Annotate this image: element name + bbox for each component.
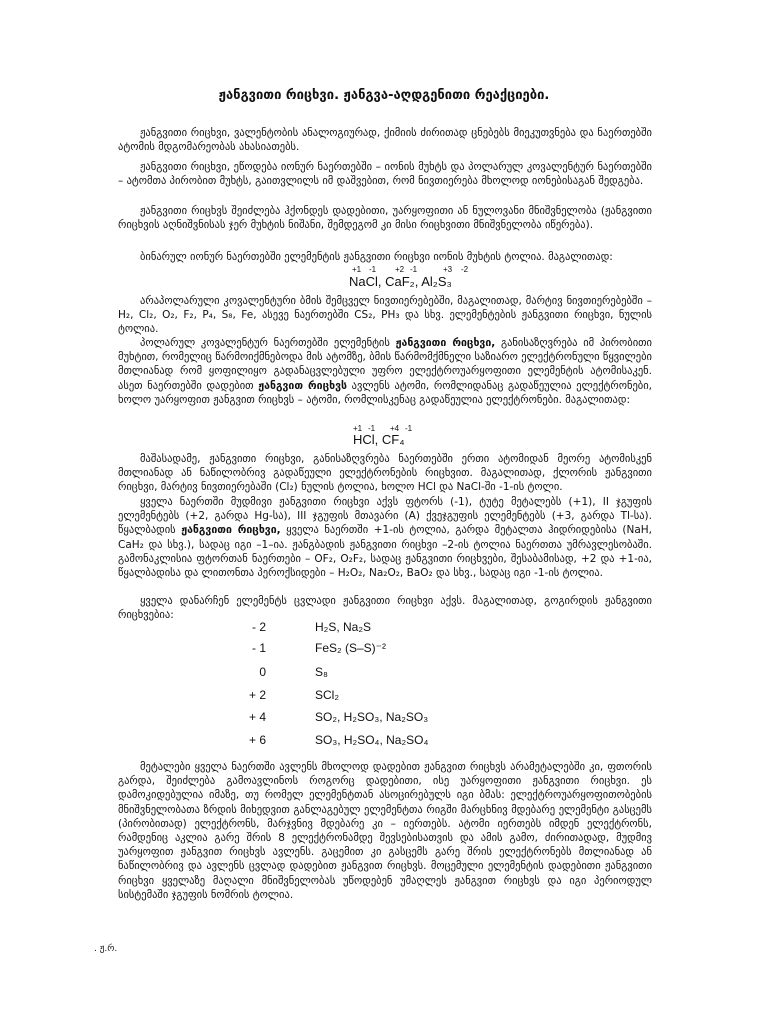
oxidation-number: +3 bbox=[443, 265, 453, 274]
oxidation-number: +2 bbox=[395, 265, 405, 274]
table-row: 0 S₈ bbox=[259, 665, 328, 679]
oxidation-number: -1 bbox=[369, 265, 377, 274]
formula-line: HCl, CF₄ bbox=[353, 432, 405, 447]
paragraph-sign: ჟანგვითი რიცხვს შეიძლება ჰქონდეს დადებითი, უარყოფითი ან ნულოვანი მნიშვნელობა (ჟანგვითი რიცხვის აღნიშვნისას ჯერ მუხტის ნიშანი, შემდეგომ კი მისი რიცხვითი მნიშვნელობა იწერება). bbox=[118, 205, 652, 232]
footnote: . ჟ.რ. bbox=[94, 944, 118, 954]
formula-line: NaCl, CaF₂, Al₂S₃ bbox=[349, 274, 452, 289]
oxidation-number: -1 bbox=[410, 265, 418, 274]
oxidation-number: +1 bbox=[353, 424, 363, 433]
table-row: - 1 FeS₂ (S–S)⁻² bbox=[251, 641, 387, 655]
paragraph-constant-states: ყველა ნაერთში მუდმივი ჟანგვითი რიცხვი აქვს ფტორს (-1), ტუტე მეტალებს (+1), II ჯგუფის ელემენტებს (+2, გარდა Hg-სა), III ჯგუფის მთავარი (A) ქვეჯგუფის ელემენტებს (+3, გარდა Tl-სა). წყალბადის ჟანგვითი რიცხვი, ყველა ნაერთში +1-ის ტოლია, გარდა მეტალთა ჰიდრიდებისა (NaH, CaH₂ და სხვ.), სადაც იგი –1–ია. ჟანგბადის ჟანგვითი რიცხვი –2-ის ტოლია ნაერთთა უმრავლესობაში. გამონაკლისია ფტორთან ნაერთები – OF₂, O₂F₂, სადაც ჟანგვითი რიცხვები, შესაბამისად, +2 და +1-ია, წყალბადისა და ლითონთა პეროქსიდები – H₂O₂, Na₂O₂, BaO₂ და სხვ., სადაც იგი -1-ის ტოლია. bbox=[118, 496, 652, 580]
oxidation-number: +1 bbox=[352, 265, 362, 274]
oxidation-number: -2 bbox=[461, 265, 469, 274]
paragraph-definition-intro: ჟანგვითი რიცხვი, ვალენტობის ანალოგიურად, ქიმიის ძირითად ცნებებს მიეკუთვნება და ნაერთებში ატომის მდგომარეობას ახასიათებს. bbox=[118, 127, 652, 154]
paragraph-metals-nonmetals: მეტალები ყველა ნაერთში ავლენს მხოლოდ დადებით ჟანგვით რიცხვს არამეტალებში კი, ფთორის გარდა, შეიძლება გამოავლინოს როგორც დადებითი, ისე უარყოფითი ჟანგვითი რიცხვი. ეს დამოკიდებულია იმაზე, თუ რომელ ელემენტთან ასოცირებულს იგი ბმას: ელექტროუარყოფითობების მნიშვნელობათა ზრდის მიხედვით განლაგებულ ელემენტთა რიგში მარცხნივ მდებარე ელემენტი გასცემს (პირობითად) ელექტრონს, მარჯვნივ მდებარე კი – იერთებს. ატომი იერთებს იმდენ ელექტრონს, რამდენიც აკლია გარე შრის 8 ელექტრონამდე შევსებისათვის და ამის გამო, ძირითადად, მუდმივ უარყოფით ჟანგვით რიცხვს ავლენს. გაცემით კი გასცემს გარე შრის ელექტრონებს მთლიანად ან ნაწილობრივ და ავლენს ცვლად დადებით ჟანგვით რიცხვს. მოცემული ელემენტის დადებითი ჟანგვითი რიცხვი ყველაზე მაღალი მნიშვნელობას უწოდებენ უმაღლეს ჟანგვით რიცხვს და იგი პერიოდულ სისტემაში ჯგუფის ნომრის ტოლია. bbox=[118, 761, 652, 901]
oxidation-number: -1 bbox=[405, 424, 413, 433]
oxidation-number: -1 bbox=[368, 424, 376, 433]
paragraph-polar: პოლარულ კოვალენტურ ნაერთებში ელემენტის ჟანგვითი რიცხვი, განისაზღვრება იმ პირობითი მუხტით, რომელიც წარმოიქმნებოდა მის ატომზე, ბმის წარმომქმნელი საზიარო ელექტრონული წყვილები მთლიანად რომ ყოფილიყო გადანაცვლებული უფრო ელექტროუარყოფითი ელემენტის ატომისაკენ. ასეთ ნაერთებში დადებით ჟანგვით რიცხვს ავლენს ატომი, რომლიდანაც გადაწეულია ელექტრონები, ხოლო უარყოფით ჟანგვით რიცხვს – ატომი, რომლისკენაც გადაწეულია ელექტრონები. მაგალითად: bbox=[118, 337, 652, 406]
paragraph-summary: მაშასადამე, ჟანგვითი რიცხვი, განისაზღვრება ნაერთებში ერთი ატომიდან მეორე ატომისკენ მთლიანად ან ნაწილობრივ გადაწეული ელექტრონების რიცხვით. მაგალითად, ქლორის ჟანგვითი რიცხვი, მარტივ ნივთიერებაში (Cl₂) ნულის ტოლია, ხოლო HCl და NaCl-ში -1-ის ტოლი. bbox=[118, 453, 652, 494]
paragraph-nonpolar: არაპოლარული კოვალენტური ბმის შემცველ ნივთიერებებში, მაგალითად, მარტივ ნივთიერებებში – H₂, Cl₂, O₂, F₂, P₄, S₈, Fe, ასევე ნაერთებში CS₂, PH₃ და სხვ. ელემენტების ჟანგვითი რიცხვი, ნულის ტოლია. bbox=[118, 295, 652, 336]
oxidation-number: +4 bbox=[390, 424, 400, 433]
table-row: - 2 H₂S, Na₂S bbox=[251, 620, 371, 634]
paragraph-variable-states: ყველა დანარჩენ ელემენტს ცვლადი ჟანგვითი რიცხვი აქვს. მაგალითად, გოგირდის ჟანგვითი რიცხვებია: bbox=[118, 595, 652, 622]
table-row: + 6 SO₃, H₂SO₄, Na₂SO₄ bbox=[248, 733, 429, 747]
paragraph-ionic: ბინარულ იონურ ნაერთებში ელემენტის ჟანგვითი რიცხვი იონის მუხტის ტოლია. მაგალითად: bbox=[140, 251, 613, 263]
table-row: + 4 SO₂, H₂SO₃, Na₂SO₃ bbox=[248, 710, 429, 724]
table-row: + 2 SCl₂ bbox=[248, 688, 339, 702]
paragraph-definition: ჟანგვითი რიცხვი, ეწოდება იონურ ნაერთებში – იონის მუხტს და პოლარულ კოვალენტურ ნაერთებში – ატომთა პირობით მუხტს, გაითვლილს იმ დაშვებით, რომ ნივთიერება მხოლოდ იონებისაგან შედგება. bbox=[118, 161, 652, 188]
page-title: ჟანგვითი რიცხვი. ჟანგვა-აღდგენითი რეაქციები. bbox=[218, 88, 550, 103]
